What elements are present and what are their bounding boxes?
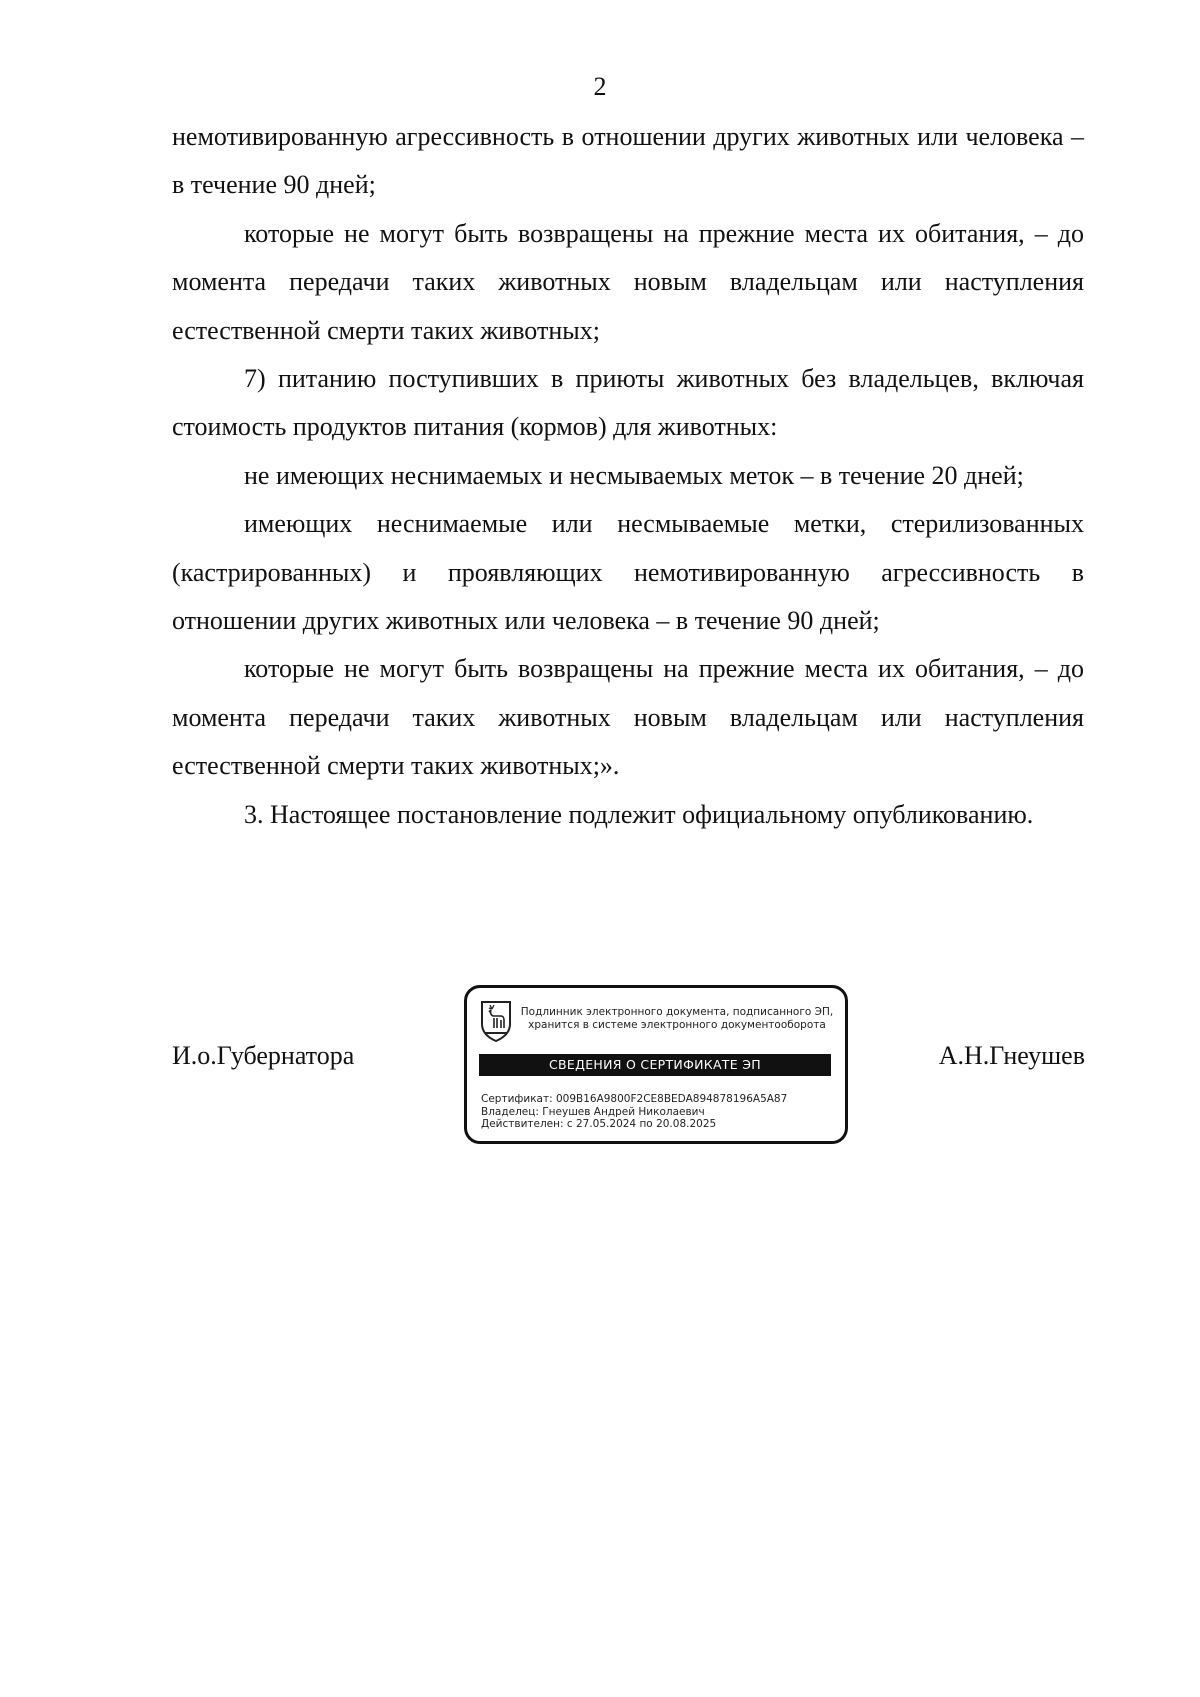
signatory-name: А.Н.Гнеушев <box>938 1041 1085 1070</box>
certificate-validity: Действителен: с 27.05.2024 по 20.08.2025 <box>481 1118 717 1130</box>
stamp-header-line-2: хранится в системе электронного документооборота <box>528 1019 826 1031</box>
stamp-details <box>481 1093 831 1131</box>
paragraph-item-3: 3. Настоящее постановление подлежит официальному опубликованию. <box>244 799 1034 829</box>
document-body <box>172 113 1084 839</box>
paragraph-return-impossible-2: которые не могут быть возвращены на прежние места их обитания, – до момента передачи таких животных новым владельцам или наступления естественной смерти таких животных;». <box>172 654 1084 781</box>
certificate-number: Сертификат: 009B16A9800F2CE8BEDA894878196A5A87 <box>481 1093 788 1105</box>
stamp-header <box>517 1006 837 1032</box>
deer-coat-of-arms-icon <box>479 1000 513 1042</box>
paragraph-item-7: 7) питанию поступивших в приюты животных без владельцев, включая стоимость продуктов питания (кормов) для животных: <box>172 364 1084 442</box>
signatory-position: И.о.Губернатора <box>172 1041 355 1070</box>
stamp-title-bar: СВЕДЕНИЯ О СЕРТИФИКАТЕ ЭП <box>479 1054 831 1076</box>
page-number: 2 <box>593 72 607 101</box>
certificate-owner: Владелец: Гнеушев Андрей Николаевич <box>481 1105 705 1118</box>
paragraph-no-marks: не имеющих неснимаемых и несмываемых меток – в течение 20 дней; <box>244 460 1024 490</box>
stamp-header-line-1: Подлинник электронного документа, подписанного ЭП, <box>520 1006 834 1018</box>
paragraph-continuation: немотивированную агрессивность в отношении других животных или человека – в течение 90 дней; <box>172 122 1084 200</box>
paragraph-with-marks: имеющих неснимаемые или несмываемые метки, стерилизованных (кастрированных) и проявляющих немотивированную агрессивность в отношении других животных или человека – в течение 90 дней; <box>172 509 1084 636</box>
paragraph-return-impossible: которые не могут быть возвращены на прежние места их обитания, – до момента передачи таких животных новым владельцам или наступления естественной смерти таких животных; <box>172 218 1084 345</box>
electronic-signature-stamp <box>464 985 848 1144</box>
